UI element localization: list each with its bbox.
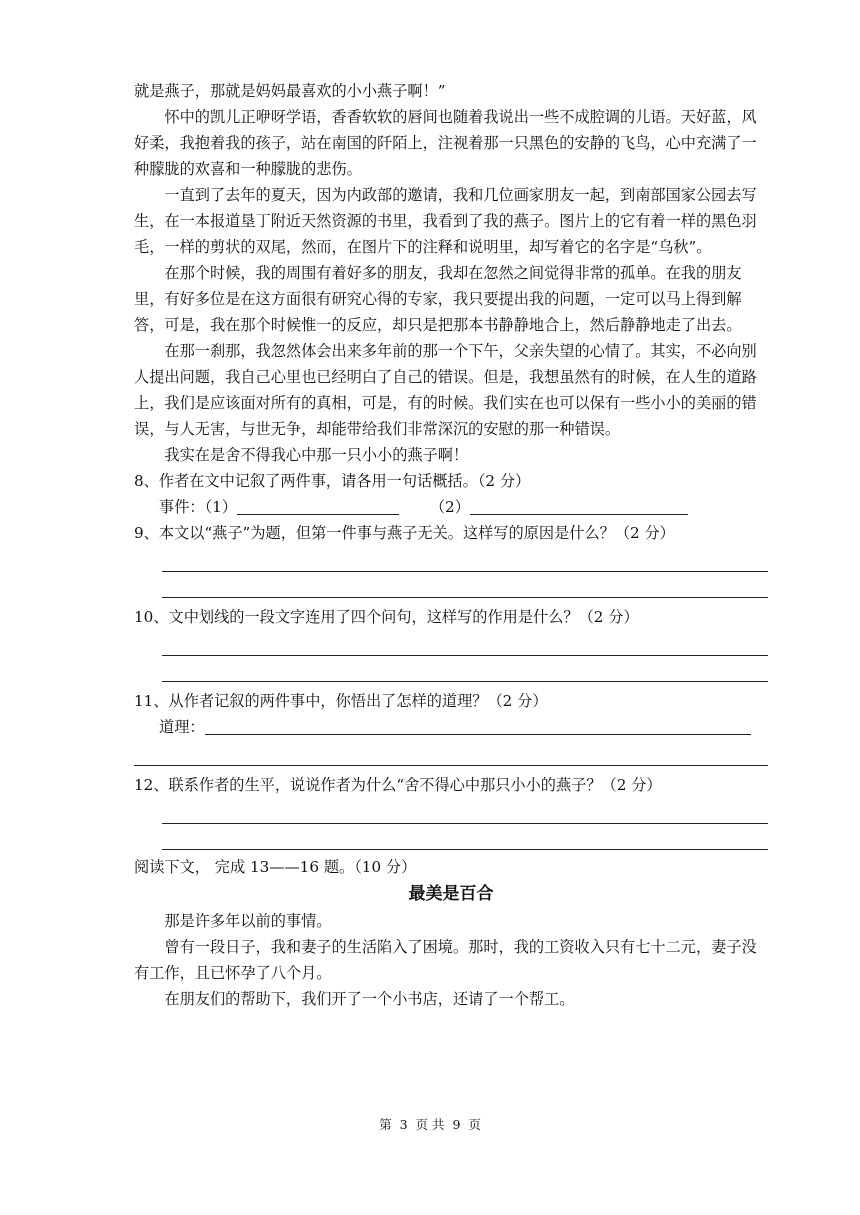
answer-blank-11-1[interactable] [205, 718, 751, 735]
paragraph-2: 一直到了去年的夏天，因为内政部的邀请，我和几位画家朋友一起，到南部国家公园去写生，在一本报道垦丁附近天然资源的书里，我看到了我的燕子。图片上的它有着一样的黑色羽毛，一样的剪状的双尾，然而，在图片下的注释和说明里，却写着它的名字是“乌秋”。 [134, 186, 757, 256]
paragraph-4: 在那一刹那，我忽然体会出来多年前的那一个下午，父亲失望的心情了。其实，不必向别人提出问题，我自己心里也已经明白了自己的错误。但是，我想虽然有的时候，在人生的道路上，我们是应该面对所有的真相，可是，有的时候。我们实在也可以保有一些小小的美丽的错误，与人无害，与世无争，却能带给我们非常深沉的安慰的那一种错误。 [134, 342, 757, 438]
question-11-prefix: 道理： [159, 718, 205, 736]
section-2-intro: 阅读下文， 完成 13——16 题。（10 分） [134, 858, 417, 876]
footer-page-number: 3 [399, 1117, 408, 1132]
question-9: 9、本文以“燕子”为题，但第一件事与燕子无关。这样写的原因是什么？（2 分） [134, 524, 675, 542]
question-8-prefix: 事件：（1） [159, 498, 238, 516]
answer-line-9-2[interactable] [162, 572, 768, 598]
question-11: 11、从作者记叙的两件事中，你悟出了怎样的道理？（2 分） [134, 692, 548, 710]
answer-line-12-2[interactable] [162, 824, 768, 850]
question-12: 12、联系作者的生平，说说作者为什么“舍不得心中那只小小的燕子？（2 分） [134, 776, 662, 794]
paragraph-3: 在那个时候，我的周围有着好多的朋友，我却在忽然之间觉得非常的孤单。在我的朋友里，有好多位是在这方面很有研究心得的专家，我只要提出我的问题，一定可以马上得到解答，可是，我在那个时候惟一的反应，却只是把那本书静静地合上，然后静静地走了出去。 [134, 264, 742, 334]
question-8-answer-row [134, 494, 768, 520]
question-11-answer-row [134, 714, 768, 740]
page-content [134, 78, 768, 1012]
section-2-paragraph-1: 那是许多年以前的事情。 [164, 912, 332, 930]
section-2-paragraph-2: 曾有一段日子，我和妻子的生活陷入了困境。那时，我的工资收入只有七十二元，妻子没有工作，且已怀孕了八个月。 [134, 938, 757, 982]
page-footer [0, 1115, 860, 1133]
question-8-mid: （2） [429, 498, 470, 516]
question-8: 8、作者在文中记叙了两件事，请各用一句话概括。（2 分） [134, 472, 531, 490]
answer-line-12-1[interactable] [162, 798, 768, 824]
section-2-paragraph-3: 在朋友们的帮助下，我们开了一个小书店，还请了一个帮工。 [164, 990, 575, 1008]
footer-total-pages: 9 [452, 1117, 461, 1132]
answer-line-9-1[interactable] [162, 546, 768, 572]
paragraph-1: 怀中的凯儿正咿呀学语，香香软软的唇间也随着我说出一些不成腔调的儿语。天好蓝，风好柔，我抱着我的孩子，站在南国的阡陌上，注视着那一只黑色的安静的飞鸟，心中充满了一种朦胧的欢喜和一种朦胧的悲伤。 [134, 108, 757, 178]
question-10: 10、文中划线的一段文字连用了四个问句，这样写的作用是什么？（2 分） [134, 608, 639, 626]
section-2-title: 最美是百合 [408, 884, 494, 904]
paragraph-0: 就是燕子，那就是妈妈最喜欢的小小燕子啊！” [134, 82, 446, 100]
answer-line-10-1[interactable] [162, 630, 768, 656]
footer-suffix: 页 [468, 1117, 481, 1132]
answer-line-11-2[interactable] [134, 740, 768, 766]
answer-line-10-2[interactable] [162, 656, 768, 682]
footer-middle: 页 共 [415, 1117, 445, 1132]
answer-blank-8-2[interactable] [470, 498, 688, 515]
paragraph-5: 我实在是舍不得我心中那一只小小的燕子啊！ [164, 446, 469, 464]
answer-blank-8-1[interactable] [237, 498, 399, 515]
footer-prefix: 第 [379, 1117, 392, 1132]
